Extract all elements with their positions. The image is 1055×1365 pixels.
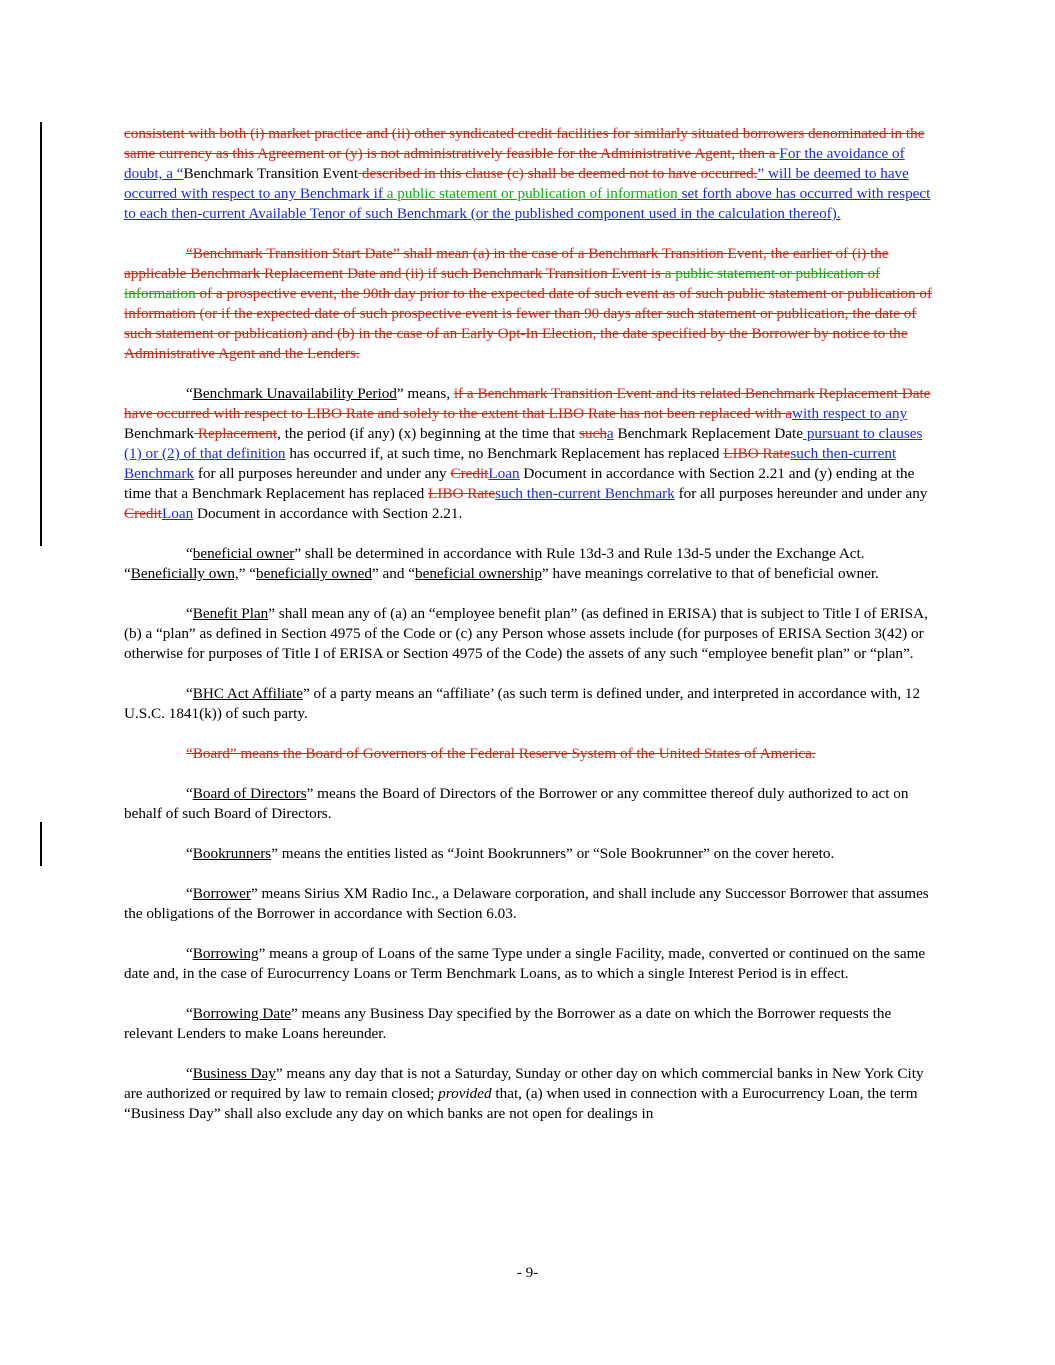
definition-paragraph bbox=[124, 244, 936, 364]
text: , the period (if any) (x) beginning at the time that bbox=[277, 425, 580, 442]
change-bar bbox=[40, 822, 42, 866]
deleted-text: Replacement bbox=[194, 425, 278, 442]
text: “ bbox=[186, 885, 193, 902]
inserted-text: ” will be deemed to have occurred with respect to any Benchmark if bbox=[124, 165, 909, 202]
inserted-text: a bbox=[606, 425, 614, 442]
deleted-text: “Board” means the Board of Governors of the Federal Reserve System of the United States of America. bbox=[186, 745, 816, 762]
defined-term: Board of Directors bbox=[192, 785, 307, 802]
text: Benchmark Transition Event bbox=[183, 165, 359, 182]
defined-term: beneficially owned bbox=[256, 565, 372, 582]
defined-term: BHC Act Affiliate bbox=[192, 685, 303, 702]
defined-term: Business Day bbox=[192, 1065, 276, 1082]
definition-paragraph bbox=[124, 1004, 936, 1044]
definition-paragraph bbox=[124, 604, 936, 664]
defined-term: Borrowing bbox=[192, 945, 259, 962]
definition-paragraph bbox=[124, 1064, 936, 1124]
text: ” means the Board of Directors of the Borrower or any committee thereof duly authorized to act on behalf of such Board of Directors. bbox=[124, 785, 909, 822]
inserted-text: such then-current Benchmark bbox=[124, 445, 897, 482]
text: ” have meanings correlative to that of beneficial owner. bbox=[541, 565, 879, 582]
text: ” means a group of Loans of the same Type under a single Facility, made, converted or continued on the same date and, in the case of Eurocurrency Loans or Term Benchmark Loans, as to which a single Interest Period is in effect. bbox=[124, 945, 926, 982]
text: “ bbox=[186, 785, 193, 802]
inserted-text: pursuant to clauses (1) or (2) of that definition bbox=[124, 425, 923, 462]
italic-text: provided bbox=[438, 1085, 492, 1102]
text: ” shall mean any of (a) an “employee benefit plan” (as defined in ERISA) that is subject to Title I of ERISA, (b) a “plan” as defined in Section 4975 of the Code or (c) any Person whose assets include (for purposes of ERISA Section 3(42) or otherwise for purposes of Title I of ERISA or Section 4975 of the Code) the assets of any such “employee benefit plan” or “plan”. bbox=[124, 605, 928, 662]
text: “ bbox=[186, 385, 193, 402]
text: ” “ bbox=[238, 565, 256, 582]
defined-term: Bookrunners bbox=[192, 845, 272, 862]
defined-term: Benchmark Unavailability Period bbox=[192, 385, 397, 402]
text: ” shall be determined in accordance with Rule 13d-3 and Rule 13d-5 under the Exchange Act. “ bbox=[124, 545, 865, 582]
text: ” of a party means an “affiliate’ (as such term is defined under, and interpreted in accordance with, 12 U.S.C. 1841(k)) of such party. bbox=[124, 685, 921, 722]
inserted-text: For the avoidance of doubt, a “ bbox=[124, 145, 905, 182]
text: for all purposes hereunder and under any bbox=[194, 465, 451, 482]
deleted-text: LIBO Rate bbox=[723, 445, 791, 462]
defined-term: beneficial ownership bbox=[414, 565, 542, 582]
defined-term: Borrowing Date bbox=[192, 1005, 292, 1022]
defined-term: Borrower bbox=[192, 885, 251, 902]
definition-paragraph bbox=[124, 684, 936, 724]
definition-paragraph bbox=[124, 744, 936, 764]
text: ” means any day that is not a Saturday, Sunday or other day on which commercial banks in New York City are authorized or required by law to remain closed; bbox=[124, 1065, 924, 1102]
text: ” means, bbox=[396, 385, 454, 402]
deleted-text: Credit bbox=[124, 505, 162, 522]
definition-paragraph bbox=[124, 124, 936, 224]
text: Benchmark bbox=[124, 425, 195, 442]
deleted-text: “Benchmark Transition Start Date” shall mean (a) in the case of a Benchmark Transition Event, the earlier of (i) the applicable Benchmark Replacement Date and (ii) if such Benchmark Transition Event is bbox=[124, 245, 889, 282]
deleted-text: of a prospective event, the 90th day prior to the expected date of such event as of such public statement or publication of information (or if the expected date of such prospective event is fewer than 90 days after such statement or publication, the date of such statement or publication) and (b) in the case of an Early Opt-In Election, the date specified by the Borrower by notice to the Administrative Agent and the Lenders. bbox=[124, 285, 933, 362]
text: Document in accordance with Section 2.21 and (y) ending at the time that a Benchmark Replacement has replaced bbox=[124, 465, 915, 502]
page-number: - 9- bbox=[516, 1264, 539, 1281]
text: “ bbox=[186, 845, 193, 862]
text: ” means Sirius XM Radio Inc., a Delaware corporation, and shall include any Successor Borrower that assumes the obligations of the Borrower in accordance with Section 6.03. bbox=[124, 885, 929, 922]
text: “ bbox=[186, 945, 193, 962]
document-page bbox=[124, 124, 936, 1144]
text: “ bbox=[186, 605, 193, 622]
text: has occurred if, at such time, no Benchmark Replacement has replaced bbox=[285, 445, 724, 462]
text: for all purposes hereunder and under any bbox=[674, 485, 928, 502]
text: Document in accordance with Section 2.21. bbox=[193, 505, 463, 522]
definition-paragraph bbox=[124, 944, 936, 984]
change-bar bbox=[40, 122, 42, 546]
inserted-text: Loan bbox=[161, 505, 194, 522]
deleted-text: such bbox=[579, 425, 607, 442]
text: “ bbox=[186, 1005, 193, 1022]
inserted-text: Loan bbox=[488, 465, 520, 482]
defined-term: beneficial owner bbox=[192, 545, 295, 562]
deleted-text: described in this clause (c) shall be deemed not to have occurred. bbox=[358, 165, 758, 182]
definition-paragraph bbox=[124, 884, 936, 924]
moved-text: a public statement or publication of information bbox=[386, 185, 678, 202]
inserted-text: with respect to any bbox=[792, 405, 908, 422]
inserted-text: set forth above has occurred with respect to each then-current Available Tenor of such Benchmark (or the published component used in the calculation thereof). bbox=[124, 185, 931, 222]
inserted-text: such then-current Benchmark bbox=[495, 485, 675, 502]
text: “ bbox=[186, 1065, 193, 1082]
definition-paragraph bbox=[124, 844, 936, 864]
deleted-text: Credit bbox=[450, 465, 489, 482]
text: ” means any Business Day specified by the Borrower as a date on which the Borrower requests the relevant Lenders to make Loans hereunder. bbox=[124, 1005, 892, 1042]
text: that, (a) when used in connection with a Eurocurrency Loan, the term “Business Day” shall also exclude any day on which banks are not open for dealings in bbox=[124, 1085, 918, 1122]
text: Benchmark Replacement Date bbox=[613, 425, 804, 442]
definition-paragraph bbox=[124, 384, 936, 524]
defined-term: Beneficially own, bbox=[130, 565, 239, 582]
definition-paragraph bbox=[124, 544, 936, 584]
text: ” and “ bbox=[371, 565, 415, 582]
deleted-text: consistent with both (i) market practice and (ii) other syndicated credit facilities for similarly situated borrowers denominated in the same currency as this Agreement or (y) is not administratively feasible for the Administrative Agent, then a bbox=[124, 125, 925, 162]
defined-term: Benefit Plan bbox=[192, 605, 269, 622]
text: “ bbox=[186, 685, 193, 702]
text: “ bbox=[186, 545, 193, 562]
moved-text: a public statement or publication of information bbox=[124, 265, 881, 302]
definition-paragraph bbox=[124, 784, 936, 824]
deleted-text: if a Benchmark Transition Event and its related Benchmark Replacement Date have occurred with respect to LIBO Rate and solely to the extent that LIBO Rate has not been replaced with a bbox=[124, 385, 931, 422]
text: ” means the entities listed as “Joint Bookrunners” or “Sole Bookrunner” on the cover hereto. bbox=[271, 845, 835, 862]
deleted-text: LIBO Rate bbox=[428, 485, 496, 502]
